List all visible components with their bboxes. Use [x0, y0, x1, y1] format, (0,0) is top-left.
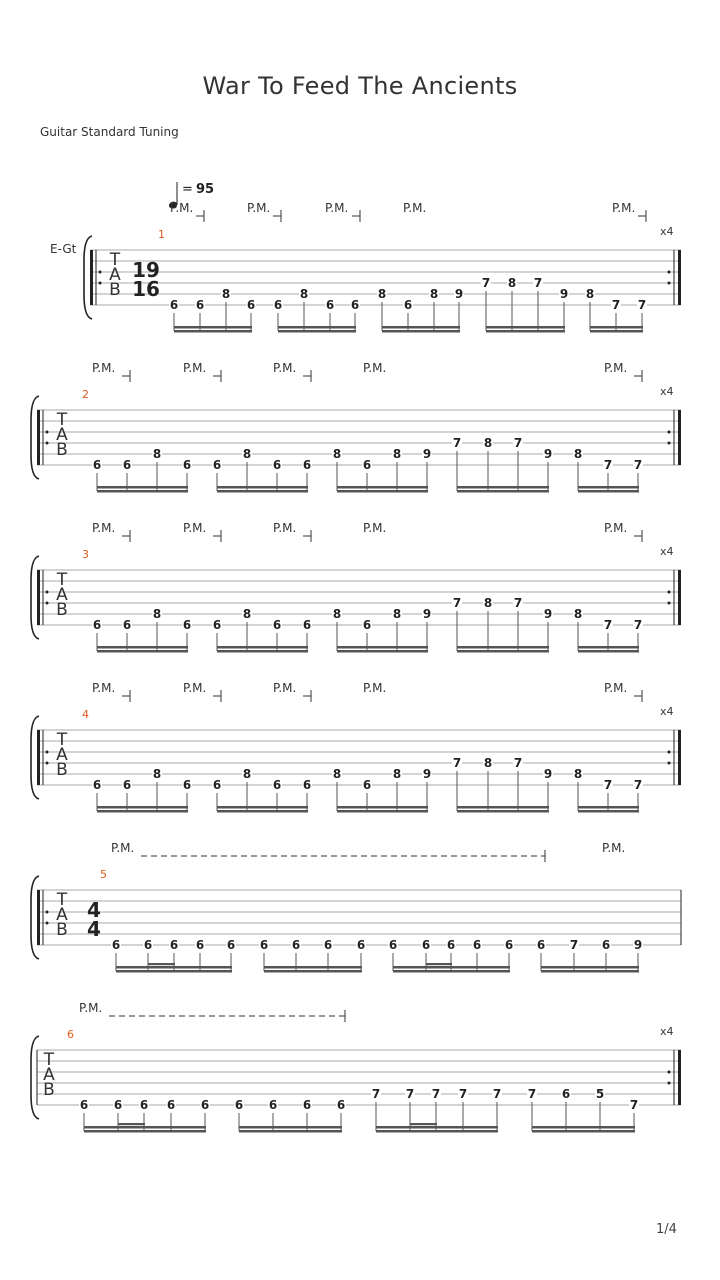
beam-primary — [264, 966, 362, 969]
fret-number: 6 — [272, 778, 282, 792]
palm-mute-label: P.M. — [363, 361, 387, 375]
tab-clef-letter: T — [56, 890, 68, 910]
fret-number: 6 — [362, 618, 372, 632]
fret-number: 7 — [405, 1087, 415, 1101]
fret-number: 7 — [633, 778, 643, 792]
repeat-start-thick-bar — [37, 410, 40, 465]
fret-number: 6 — [212, 618, 222, 632]
beam-primary — [541, 966, 639, 969]
beam-tertiary — [426, 963, 452, 965]
tab-clef-letter: T — [109, 250, 121, 270]
repeat-dot — [46, 442, 49, 445]
fret-number: 8 — [152, 447, 162, 461]
fret-number: 8 — [483, 436, 493, 450]
beam-secondary — [457, 650, 549, 653]
fret-number: 9 — [422, 607, 432, 621]
beam-secondary — [486, 330, 565, 333]
fret-number: 6 — [111, 938, 121, 952]
repeat-dot — [46, 602, 49, 605]
repeat-start-thick-bar — [37, 730, 40, 785]
beam-primary — [578, 486, 639, 489]
fret-number: 9 — [422, 447, 432, 461]
fret-number: 8 — [332, 607, 342, 621]
fret-number: 6 — [122, 618, 132, 632]
fret-number: 6 — [272, 458, 282, 472]
repeat-dot — [668, 762, 671, 765]
repeat-dot — [46, 911, 49, 914]
beam-primary — [217, 646, 308, 649]
beam-secondary — [337, 650, 428, 653]
fret-number: 6 — [79, 1098, 89, 1112]
fret-number: 6 — [536, 938, 546, 952]
fret-number: 8 — [429, 287, 439, 301]
fret-number: 7 — [458, 1087, 468, 1101]
tempo-equals: = — [182, 182, 193, 197]
beam-primary — [84, 1126, 206, 1129]
fret-number: 6 — [504, 938, 514, 952]
fret-number: 7 — [481, 276, 491, 290]
fret-number: 6 — [325, 298, 335, 312]
fret-number: 6 — [92, 778, 102, 792]
tab-clef-letter: T — [43, 1050, 55, 1070]
fret-number: 7 — [371, 1087, 381, 1101]
repeat-count: x4 — [660, 545, 674, 558]
repeat-end-thick-bar — [678, 1050, 681, 1105]
beam-primary — [97, 486, 188, 489]
beam-secondary — [264, 970, 362, 973]
tab-clef-letter: A — [43, 1065, 55, 1085]
beam-secondary — [116, 970, 232, 973]
fret-number: 8 — [152, 767, 162, 781]
song-title: War To Feed The Ancients — [202, 72, 518, 100]
time-signature-top: 19 — [132, 258, 160, 282]
fret-number: 7 — [533, 276, 543, 290]
fret-number: 9 — [559, 287, 569, 301]
beam-primary — [239, 1126, 342, 1129]
fret-number: 6 — [356, 938, 366, 952]
fret-number: 6 — [291, 938, 301, 952]
repeat-dot — [668, 1082, 671, 1085]
measure-number: 1 — [158, 228, 165, 241]
beam-primary — [97, 646, 188, 649]
beam-primary — [457, 486, 549, 489]
repeat-dot — [46, 762, 49, 765]
palm-mute-label: P.M. — [602, 841, 626, 855]
fret-number: 6 — [302, 778, 312, 792]
fret-number: 7 — [452, 436, 462, 450]
fret-number: 7 — [611, 298, 621, 312]
fret-number: 6 — [446, 938, 456, 952]
fret-number: 7 — [629, 1098, 639, 1112]
tab-clef-letter: B — [56, 440, 68, 460]
fret-number: 6 — [113, 1098, 123, 1112]
repeat-start-thick-bar — [37, 570, 40, 625]
beam-tertiary — [410, 1123, 437, 1125]
fret-number: 7 — [603, 458, 613, 472]
fret-number: 8 — [573, 447, 583, 461]
staff-system-3 — [31, 530, 681, 653]
repeat-dot — [668, 431, 671, 434]
fret-number: 6 — [388, 938, 398, 952]
repeat-dot — [99, 282, 102, 285]
fret-number: 7 — [603, 618, 613, 632]
tab-clef-letter: B — [56, 920, 68, 940]
fret-number: 7 — [527, 1087, 537, 1101]
page-number: 1/4 — [656, 1222, 677, 1237]
staff-system-2 — [31, 370, 681, 493]
tab-clef-letter: B — [56, 760, 68, 780]
beam-primary — [217, 486, 308, 489]
fret-number: 6 — [272, 618, 282, 632]
fret-number: 7 — [569, 938, 579, 952]
fret-number: 8 — [585, 287, 595, 301]
repeat-dot — [99, 271, 102, 274]
tab-clef-letter: A — [56, 905, 68, 925]
beam-tertiary — [118, 1123, 145, 1125]
palm-mute-label: P.M. — [273, 681, 297, 695]
fret-number: 7 — [637, 298, 647, 312]
fret-number: 6 — [403, 298, 413, 312]
beam-primary — [217, 806, 308, 809]
beam-secondary — [337, 810, 428, 813]
palm-mute-label: P.M. — [247, 201, 271, 215]
fret-number: 8 — [221, 287, 231, 301]
fret-number: 8 — [152, 607, 162, 621]
palm-mute-label: P.M. — [363, 681, 387, 695]
fret-number: 6 — [195, 938, 205, 952]
time-signature-top: 4 — [87, 898, 101, 922]
repeat-dot — [668, 442, 671, 445]
fret-number: 6 — [234, 1098, 244, 1112]
beam-secondary — [578, 490, 639, 493]
repeat-dot — [46, 751, 49, 754]
fret-number: 8 — [392, 447, 402, 461]
palm-mute-label: P.M. — [183, 681, 207, 695]
repeat-end-thick-bar — [678, 730, 681, 785]
tempo-value: 95 — [196, 182, 215, 197]
fret-number: 6 — [226, 938, 236, 952]
palm-mute-label: P.M. — [92, 361, 116, 375]
palm-mute-label: P.M. — [273, 361, 297, 375]
fret-number: 6 — [350, 298, 360, 312]
tab-clef-letter: T — [56, 730, 68, 750]
repeat-start-thick-bar — [37, 890, 40, 945]
fret-number: 9 — [543, 447, 553, 461]
fret-number: 6 — [200, 1098, 210, 1112]
beam-secondary — [239, 1130, 342, 1133]
staff-system-6 — [31, 1010, 681, 1133]
fret-number: 8 — [483, 756, 493, 770]
beam-secondary — [278, 330, 356, 333]
beam-secondary — [97, 810, 188, 813]
fret-number: 6 — [143, 938, 153, 952]
fret-number: 9 — [543, 607, 553, 621]
beam-primary — [337, 806, 428, 809]
repeat-dot — [668, 751, 671, 754]
palm-mute-label: P.M. — [111, 841, 135, 855]
fret-number: 8 — [507, 276, 517, 290]
fret-number: 6 — [421, 938, 431, 952]
fret-number: 6 — [92, 458, 102, 472]
palm-mute-label: P.M. — [183, 361, 207, 375]
fret-number: 6 — [561, 1087, 571, 1101]
beam-secondary — [578, 810, 639, 813]
repeat-count: x4 — [660, 1025, 674, 1038]
palm-mute-label: P.M. — [612, 201, 636, 215]
repeat-dot — [668, 282, 671, 285]
beam-primary — [457, 646, 549, 649]
fret-number: 6 — [362, 458, 372, 472]
fret-number: 7 — [513, 756, 523, 770]
repeat-count: x4 — [660, 705, 674, 718]
tuning-label: Guitar Standard Tuning — [40, 125, 179, 139]
fret-number: 6 — [92, 618, 102, 632]
beam-secondary — [393, 970, 510, 973]
beam-primary — [382, 326, 460, 329]
beam-secondary — [376, 1130, 498, 1133]
beam-secondary — [84, 1130, 206, 1133]
fret-number: 6 — [362, 778, 372, 792]
repeat-dot — [46, 922, 49, 925]
fret-number: 8 — [483, 596, 493, 610]
fret-number: 8 — [392, 767, 402, 781]
beam-primary — [532, 1126, 635, 1129]
fret-number: 8 — [242, 767, 252, 781]
beam-secondary — [217, 810, 308, 813]
fret-number: 6 — [273, 298, 283, 312]
fret-number: 6 — [323, 938, 333, 952]
beam-secondary — [382, 330, 460, 333]
beam-secondary — [174, 330, 252, 333]
fret-number: 9 — [633, 938, 643, 952]
fret-number: 8 — [573, 767, 583, 781]
fret-number: 6 — [336, 1098, 346, 1112]
beam-primary — [376, 1126, 498, 1129]
tab-clef-letter: A — [56, 425, 68, 445]
fret-number: 7 — [633, 618, 643, 632]
beam-secondary — [457, 490, 549, 493]
beam-secondary — [541, 970, 639, 973]
repeat-end-thick-bar — [678, 410, 681, 465]
palm-mute-label: P.M. — [170, 201, 194, 215]
tab-clef-letter: B — [56, 600, 68, 620]
fret-number: 6 — [302, 618, 312, 632]
staff-system-4 — [31, 690, 681, 813]
fret-number: 8 — [377, 287, 387, 301]
palm-mute-label: P.M. — [325, 201, 349, 215]
fret-number: 7 — [603, 778, 613, 792]
palm-mute-label: P.M. — [604, 361, 628, 375]
beam-secondary — [590, 330, 643, 333]
fret-number: 6 — [139, 1098, 149, 1112]
repeat-end-thick-bar — [678, 570, 681, 625]
beam-secondary — [217, 650, 308, 653]
system-bracket — [31, 1036, 39, 1119]
fret-number: 7 — [492, 1087, 502, 1101]
repeat-dot — [668, 271, 671, 274]
staff-system-5 — [31, 850, 681, 973]
fret-number: 7 — [452, 756, 462, 770]
palm-mute-label: P.M. — [604, 681, 628, 695]
fret-number: 6 — [601, 938, 611, 952]
repeat-dot — [668, 591, 671, 594]
fret-number: 6 — [195, 298, 205, 312]
fret-number: 8 — [332, 767, 342, 781]
instrument-label: E-Gt — [50, 242, 77, 256]
measure-number: 6 — [67, 1028, 74, 1041]
repeat-count: x4 — [660, 225, 674, 238]
fret-number: 8 — [573, 607, 583, 621]
fret-number: 8 — [242, 607, 252, 621]
palm-mute-label: P.M. — [403, 201, 427, 215]
beam-secondary — [217, 490, 308, 493]
beam-primary — [486, 326, 565, 329]
tab-clef-letter: A — [56, 745, 68, 765]
tab-clef-letter: B — [109, 280, 121, 300]
palm-mute-label: P.M. — [79, 1001, 103, 1015]
repeat-end-thick-bar — [678, 250, 681, 305]
fret-number: 6 — [212, 778, 222, 792]
fret-number: 7 — [633, 458, 643, 472]
fret-number: 6 — [169, 298, 179, 312]
palm-mute-label: P.M. — [183, 521, 207, 535]
fret-number: 7 — [513, 596, 523, 610]
beam-secondary — [97, 650, 188, 653]
fret-number: 7 — [452, 596, 462, 610]
measure-number: 4 — [82, 708, 89, 721]
repeat-start-thick-bar — [90, 250, 93, 305]
beam-primary — [590, 326, 643, 329]
fret-number: 6 — [212, 458, 222, 472]
fret-number: 7 — [513, 436, 523, 450]
repeat-count: x4 — [660, 385, 674, 398]
fret-number: 9 — [543, 767, 553, 781]
beam-secondary — [457, 810, 549, 813]
beam-primary — [578, 646, 639, 649]
fret-number: 6 — [169, 938, 179, 952]
beam-primary — [337, 646, 428, 649]
tab-clef-letter: T — [56, 570, 68, 590]
tab-clef-letter: B — [43, 1080, 55, 1100]
palm-mute-label: P.M. — [363, 521, 387, 535]
fret-number: 6 — [302, 1098, 312, 1112]
time-signature-bottom: 4 — [87, 917, 101, 941]
fret-number: 9 — [422, 767, 432, 781]
palm-mute-label: P.M. — [273, 521, 297, 535]
tab-clef-letter: T — [56, 410, 68, 430]
palm-mute-label: P.M. — [604, 521, 628, 535]
measure-number: 5 — [100, 868, 107, 881]
fret-number: 6 — [166, 1098, 176, 1112]
beam-primary — [337, 486, 428, 489]
fret-number: 5 — [595, 1087, 605, 1101]
fret-number: 7 — [431, 1087, 441, 1101]
beam-secondary — [532, 1130, 635, 1133]
fret-number: 6 — [268, 1098, 278, 1112]
beam-secondary — [97, 490, 188, 493]
time-signature-bottom: 16 — [132, 277, 160, 301]
repeat-dot — [46, 431, 49, 434]
fret-number: 8 — [332, 447, 342, 461]
fret-number: 9 — [454, 287, 464, 301]
fret-number: 6 — [182, 458, 192, 472]
fret-number: 6 — [122, 458, 132, 472]
beam-primary — [578, 806, 639, 809]
fret-number: 6 — [259, 938, 269, 952]
tab-clef-letter: A — [56, 585, 68, 605]
beam-primary — [174, 326, 252, 329]
measure-number: 3 — [82, 548, 89, 561]
repeat-dot — [46, 591, 49, 594]
beam-primary — [97, 806, 188, 809]
fret-number: 6 — [302, 458, 312, 472]
repeat-dot — [668, 602, 671, 605]
fret-number: 6 — [246, 298, 256, 312]
measure-number: 2 — [82, 388, 89, 401]
fret-number: 8 — [299, 287, 309, 301]
beam-secondary — [337, 490, 428, 493]
beam-primary — [278, 326, 356, 329]
palm-mute-label: P.M. — [92, 681, 116, 695]
fret-number: 8 — [392, 607, 402, 621]
beam-primary — [393, 966, 510, 969]
fret-number: 6 — [122, 778, 132, 792]
beam-secondary — [578, 650, 639, 653]
beam-tertiary — [148, 963, 175, 965]
fret-number: 6 — [182, 618, 192, 632]
palm-mute-label: P.M. — [92, 521, 116, 535]
fret-number: 6 — [472, 938, 482, 952]
beam-primary — [457, 806, 549, 809]
tab-clef-letter: A — [109, 265, 121, 285]
beam-primary — [116, 966, 232, 969]
repeat-dot — [668, 1071, 671, 1074]
fret-number: 6 — [182, 778, 192, 792]
fret-number: 8 — [242, 447, 252, 461]
